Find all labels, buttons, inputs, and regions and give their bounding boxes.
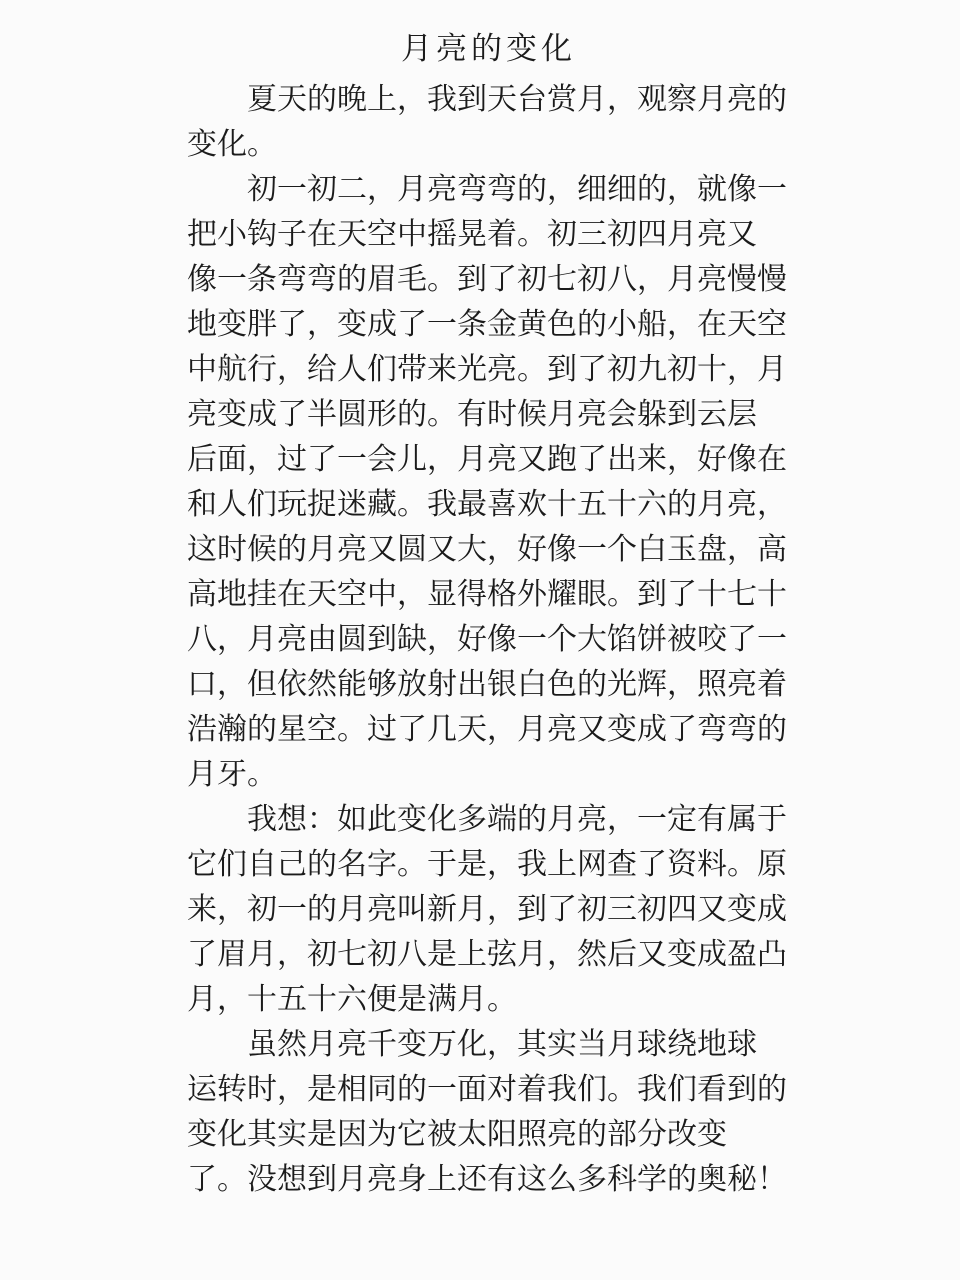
- document-body: [187, 77, 790, 1202]
- text-line: 我想：如此变化多端的月亮，一定有属于: [247, 803, 787, 836]
- text-line: 像一条弯弯的眉毛。到了初七初八，月亮慢慢: [187, 263, 787, 296]
- text-line: 八，月亮由圆到缺，好像一个大馅饼被咬了一: [187, 623, 787, 656]
- text-line: 了。没想到月亮身上还有这么多科学的奥秘！: [187, 1163, 787, 1196]
- paragraph: [187, 1022, 790, 1202]
- text-line: 初一初二，月亮弯弯的，细细的，就像一: [247, 173, 787, 206]
- text-line: 了眉月，初七初八是上弦月，然后又变成盈凸: [187, 938, 787, 971]
- text-line: 月，十五十六便是满月。: [187, 983, 517, 1016]
- paragraph: [187, 797, 790, 1022]
- text-line: 亮变成了半圆形的。有时候月亮会躲到云层: [187, 398, 757, 431]
- text-line: 虽然月亮千变万化，其实当月球绕地球: [247, 1028, 757, 1061]
- text-line: 运转时，是相同的一面对着我们。我们看到的: [187, 1073, 787, 1106]
- text-line: 后面，过了一会儿，月亮又跑了出来，好像在: [187, 443, 787, 476]
- text-line: 浩瀚的星空。过了几天，月亮又变成了弯弯的: [187, 713, 787, 746]
- text-line: 月牙。: [187, 758, 277, 791]
- text-line: 这时候的月亮又圆又大，好像一个白玉盘，高: [187, 533, 787, 566]
- text-line: 变化其实是因为它被太阳照亮的部分改变: [187, 1118, 727, 1151]
- paragraph: [187, 77, 790, 167]
- text-line: 地变胖了，变成了一条金黄色的小船，在天空: [187, 308, 787, 341]
- text-line: 中航行，给人们带来光亮。到了初九初十，月: [187, 353, 787, 386]
- paragraph: [187, 167, 790, 797]
- document-title: 月亮的变化: [401, 31, 576, 66]
- text-line: 变化。: [187, 128, 277, 161]
- text-line: 和人们玩捉迷藏。我最喜欢十五十六的月亮，: [187, 488, 787, 521]
- text-line: 口，但依然能够放射出银白色的光辉，照亮着: [187, 668, 787, 701]
- text-line: 来，初一的月亮叫新月，到了初三初四又变成: [187, 893, 787, 926]
- text-line: 把小钩子在天空中摇晃着。初三初四月亮又: [187, 218, 757, 251]
- text-line: 夏天的晚上，我到天台赏月，观察月亮的: [247, 83, 787, 116]
- text-line: 它们自己的名字。于是，我上网查了资料。原: [187, 848, 787, 881]
- text-line: 高地挂在天空中，显得格外耀眼。到了十七十: [187, 578, 787, 611]
